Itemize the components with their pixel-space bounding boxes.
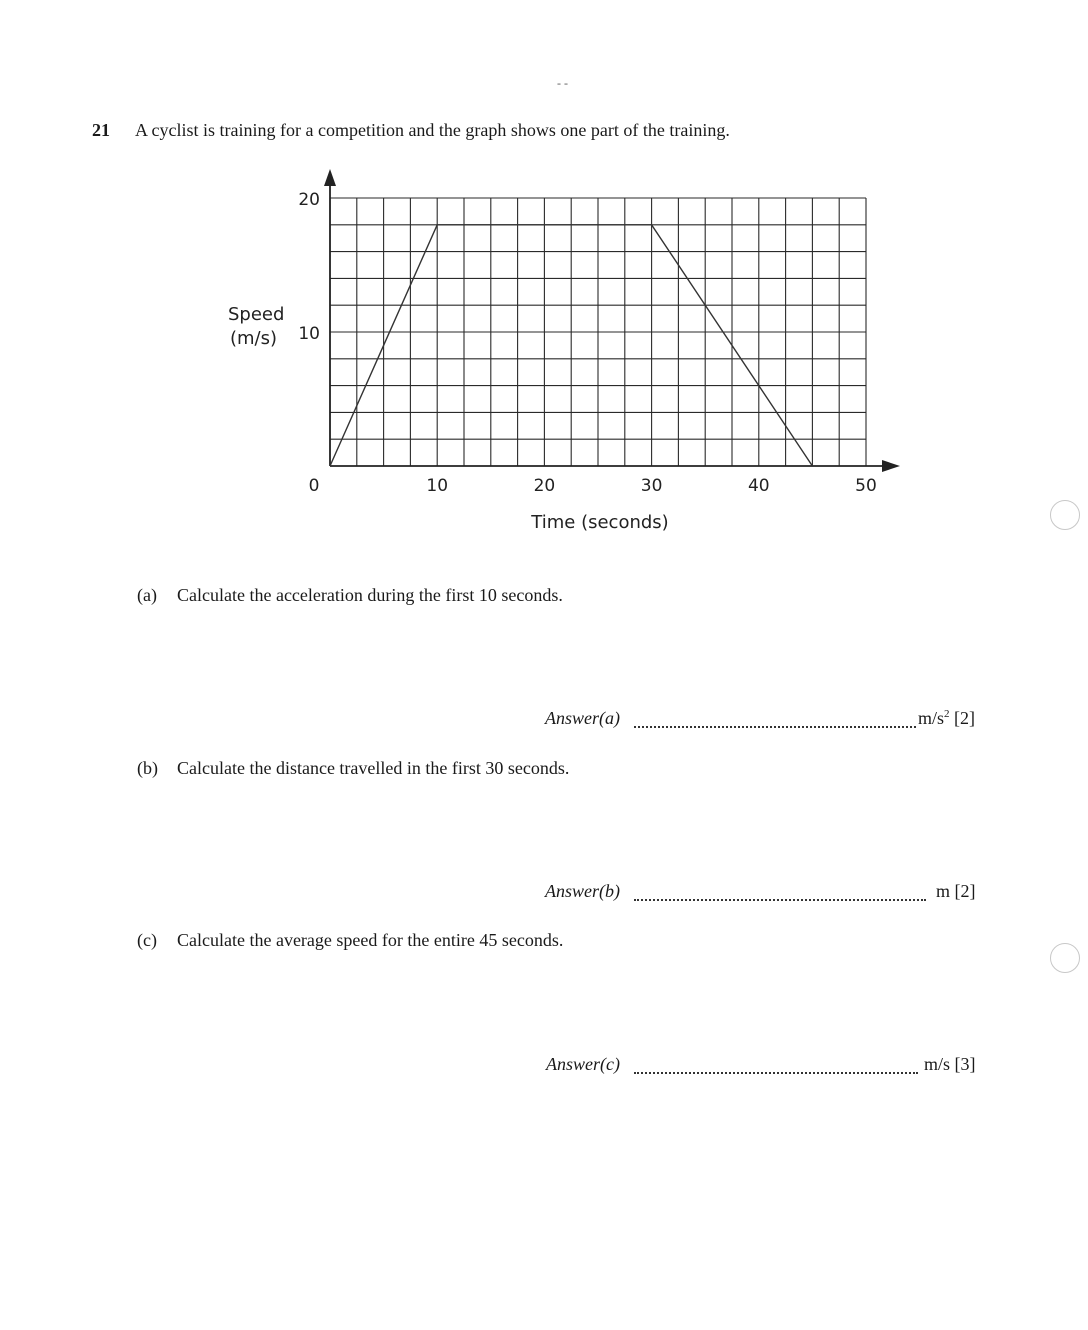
part-a-label: (a) bbox=[137, 585, 157, 605]
answer-c-marks: [3] bbox=[954, 1054, 976, 1074]
x-axis-arrowhead bbox=[882, 460, 900, 472]
x-tick-label: 0 bbox=[308, 476, 320, 496]
y-axis-label-line1: Speed bbox=[228, 304, 285, 325]
part-c-label: (c) bbox=[137, 930, 157, 950]
part-a bbox=[137, 585, 563, 606]
question-stem: A cyclist is training for a competition and the graph shows one part of the training. bbox=[135, 120, 730, 140]
answer-c-unit-text: m/s bbox=[924, 1054, 951, 1074]
part-a-text: Calculate the acceleration during the first 10 seconds. bbox=[177, 585, 563, 605]
y-axis-label-line2: (m/s) bbox=[230, 328, 278, 349]
answer-b-field[interactable] bbox=[634, 899, 926, 901]
question-number: 21 bbox=[92, 120, 110, 140]
answer-c-unit bbox=[924, 1054, 976, 1075]
x-tick-label: 50 bbox=[855, 476, 877, 496]
answer-b-label: Answer(b) bbox=[545, 881, 620, 901]
answer-b-unit-text: m bbox=[936, 881, 951, 901]
part-b-text: Calculate the distance travelled in the first 30 seconds. bbox=[177, 758, 570, 778]
x-tick-label: 40 bbox=[747, 476, 770, 496]
answer-a-marks: [2] bbox=[954, 708, 976, 728]
answer-b-marks: [2] bbox=[954, 881, 976, 901]
binder-hole-top bbox=[1050, 500, 1080, 530]
page-mark: - - bbox=[557, 76, 568, 90]
answer-b-unit bbox=[936, 881, 976, 902]
binder-hole-bottom bbox=[1050, 943, 1080, 973]
answer-c bbox=[400, 1054, 620, 1078]
answer-b bbox=[400, 881, 620, 905]
speed-time-graph bbox=[0, 0, 1088, 560]
part-b bbox=[137, 758, 569, 779]
answer-a bbox=[400, 708, 620, 732]
answer-a-label: Answer(a) bbox=[545, 708, 620, 728]
answer-a-unit-sup: 2 bbox=[944, 708, 950, 720]
answer-c-field[interactable] bbox=[634, 1072, 918, 1074]
answer-c-label: Answer(c) bbox=[546, 1054, 620, 1074]
part-c-text: Calculate the average speed for the entire 45 seconds. bbox=[177, 930, 564, 950]
answer-a-field[interactable] bbox=[634, 726, 916, 728]
answer-a-unit-text: m/s bbox=[918, 708, 945, 728]
y-tick-label: 20 bbox=[298, 190, 320, 210]
part-b-label: (b) bbox=[137, 758, 158, 778]
x-tick-label: 30 bbox=[640, 476, 663, 496]
x-tick-label: 10 bbox=[426, 476, 449, 496]
y-tick-label: 10 bbox=[298, 324, 320, 344]
part-c bbox=[137, 930, 563, 951]
x-tick-label: 20 bbox=[533, 476, 556, 496]
answer-a-unit bbox=[918, 708, 975, 729]
x-axis-label: Time (seconds) bbox=[531, 512, 669, 533]
y-axis-arrowhead bbox=[324, 169, 336, 186]
